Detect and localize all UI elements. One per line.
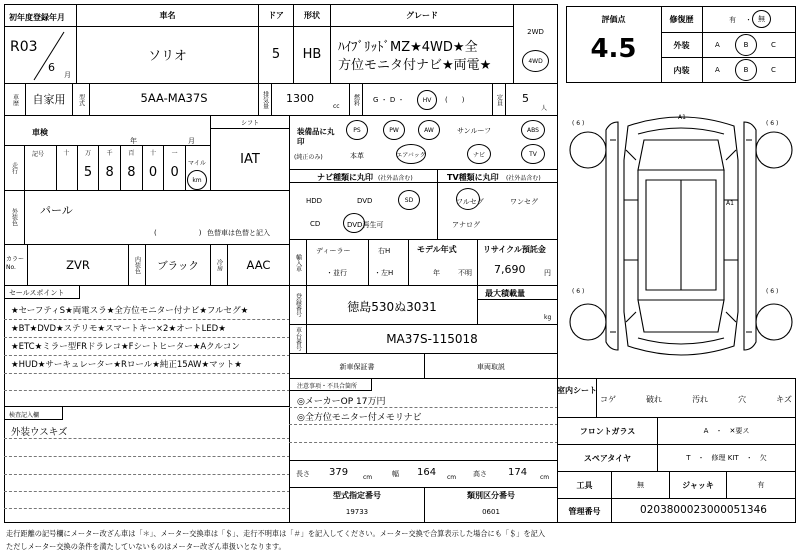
cc-unit: cc: [333, 103, 340, 110]
model-year-label: モデル年式: [417, 245, 457, 254]
import-dealer: ディーラー: [316, 247, 351, 255]
equip-leather: 本革: [350, 152, 364, 160]
usage-label: 車歴: [11, 94, 19, 106]
first-reg-month-unit: 月: [64, 71, 71, 79]
first-reg-month: 6: [48, 61, 55, 74]
interior-color: ブラック: [157, 260, 199, 272]
chassis-value: MA37S-115018: [386, 332, 478, 346]
max-load-label: 最大積載量: [485, 289, 525, 298]
mileage-unit-label: 一: [171, 150, 178, 157]
shape: HB: [302, 47, 322, 62]
color-note-paren: ( ): [154, 229, 202, 237]
mileage-unit-label: 万: [84, 150, 91, 157]
sheet-label: 室内シート: [557, 386, 597, 395]
exterior-b: B: [735, 34, 757, 56]
recycle-value: 7,690: [494, 263, 526, 276]
usage: 自家用: [32, 93, 66, 106]
sales-point-line-3: ★ETC★ミラー型FRドラレコ★Fシートヒーター★Aクルコン: [11, 342, 240, 352]
mileage-mark-label: 記号: [32, 151, 45, 158]
tv-oneseg: ワンセグ: [510, 198, 538, 206]
height-label: 高さ: [473, 470, 487, 478]
color-value: パール: [40, 204, 73, 217]
first-reg-year: R03: [10, 39, 38, 55]
jack-label: ジャッキ: [682, 481, 714, 490]
mileage-digit-cell: [143, 145, 165, 191]
mileage-digit: 0: [148, 165, 158, 180]
sheet-item: 汚れ: [692, 395, 709, 404]
equip-abs: ABS: [521, 120, 545, 140]
admin-label: 管理番号: [568, 507, 601, 516]
navi-hdd: HDD: [306, 197, 323, 205]
equip-ps: PS: [346, 120, 368, 140]
exterior-a: A: [715, 41, 720, 49]
length-value: 379: [329, 467, 349, 478]
tire-mark-rl: ( 6 ): [572, 288, 585, 295]
equip-airbag: エアバック: [396, 144, 426, 164]
notes-line-1: ◎メーカーOP 17万円: [297, 397, 386, 407]
grade-line2: 方位モニタ付ナビ★両電★: [338, 58, 492, 73]
sales-point-line-1: ★セーフティS★両電スラ★全方位モニター付ナビ★フルセグ★: [11, 306, 249, 316]
equip-sunroof: サンルーフ: [457, 127, 492, 135]
mileage-digits: [56, 145, 186, 191]
equip-tv: TV: [521, 144, 545, 164]
import-right-h: 右H: [378, 247, 391, 255]
sales-point-line-4: ★HUD★サーキュレーター★Rロール★純正15AW★マット★: [11, 360, 242, 370]
capacity: 5: [522, 92, 529, 105]
mileage-digit-cell: [99, 145, 121, 191]
inspection-year-unit: 年: [130, 137, 137, 145]
tv-type-note: (社外品含む): [506, 175, 541, 182]
recycle-label: リサイクル預託金: [483, 245, 546, 254]
tv-type-label: TV種類に丸印: [447, 173, 499, 182]
inspector-value: 外装ウスキズ: [11, 427, 68, 438]
mile-label: マイル: [188, 160, 206, 167]
diagram-a1-side: A1: [726, 200, 734, 207]
glass-value: A ・ ✕要ス: [703, 427, 750, 435]
admin-value: 0203800023000051346: [640, 504, 767, 516]
width-unit: cm: [447, 474, 457, 481]
jack-value: 有: [757, 481, 765, 489]
class-label: 類別区分番号: [467, 491, 515, 500]
notes-label: 注意事項・不具合箇所: [297, 383, 358, 390]
grade-label: グレード: [406, 11, 438, 20]
import-label: 輸入車: [294, 254, 302, 272]
tire-mark-rr: ( 6 ): [766, 288, 779, 295]
equip-navi: ナビ: [467, 144, 491, 164]
tire-mark-fr: ( 6 ): [766, 120, 779, 127]
fuel-selected: HV: [417, 90, 437, 110]
tire-mark-fl: ( 6 ): [572, 120, 585, 127]
mileage-unit-label: 千: [106, 150, 113, 157]
navi-dvd: DVD: [357, 197, 373, 205]
tv-fullseg: フルセグ: [456, 198, 484, 206]
spare-value: T ・ 修理 KIT ・ 欠: [686, 454, 767, 462]
interior-label: 内装: [673, 66, 690, 75]
grade-line1: ﾊｲﾌﾞﾘｯﾄﾞMZ★4WD★全: [338, 40, 478, 55]
chassis-label: 車台番号: [294, 327, 302, 351]
fuel-options: G ・ D ・: [373, 96, 405, 104]
interior-b: B: [735, 59, 757, 81]
footer-line-1: 走行距離の記号欄にメーター改ざん車は「＊」、メーター交換車は「＄」、走行不明車は「＃」を記入してください。メーター交換で合算表示した場合にも「＄」を記入: [6, 529, 546, 538]
equip-pw: PW: [383, 120, 405, 140]
color-no-label: カラーNo.: [6, 256, 25, 272]
tv-analog: アナログ: [452, 221, 480, 229]
diagram-a1-top: A1: [678, 114, 686, 121]
tools-value: 無: [637, 481, 644, 489]
fuel-paren: ( ): [445, 96, 465, 104]
model: 5AA-MA37S: [140, 91, 208, 105]
navi-dvd-play: DVD再生可: [347, 221, 384, 229]
drive-4wd: 4WD: [522, 50, 549, 72]
first-reg-label: 初年度登録年月: [9, 13, 65, 22]
new-cert: 新車保証書: [339, 363, 375, 371]
mileage-digit-cell: [121, 145, 143, 191]
car-damage-diagram: [566, 100, 796, 372]
mileage-digit: 8: [105, 165, 114, 180]
type-value: 19733: [345, 508, 369, 516]
interior-c: C: [771, 66, 776, 74]
sheet-items: [600, 394, 792, 405]
glass-label: フロントガラス: [579, 427, 636, 436]
repair-sep: ・: [745, 16, 752, 24]
sales-point-line-2: ★BT★DVD★ステリモ★スマートキー×2★オートLED★: [11, 324, 226, 334]
score-label: 評価点: [601, 15, 626, 24]
ac-value: AAC: [246, 258, 271, 272]
exterior-label: 外装: [673, 41, 690, 50]
color-no: ZVR: [66, 258, 90, 272]
sheet-item: 穴: [738, 395, 747, 404]
inspection-month-unit: 月: [188, 137, 195, 145]
mileage-label: 走行: [10, 162, 18, 174]
spare-label: スペアタイヤ: [583, 454, 632, 463]
fuel-label: 燃料: [352, 94, 360, 106]
interior-a: A: [715, 66, 720, 74]
mileage-digit: 8: [127, 165, 136, 180]
mileage-digit: 0: [170, 165, 179, 180]
navi-sd: SD: [398, 190, 420, 210]
km-label: km: [187, 170, 207, 190]
capacity-unit: 人: [541, 105, 548, 112]
equip-aw: AW: [418, 120, 440, 140]
height-value: 174: [508, 467, 528, 478]
color-note: 色替車は色替と記入: [207, 229, 270, 237]
exterior-c: C: [771, 41, 776, 49]
mileage-unit-label: 百: [128, 150, 135, 157]
color-label: 外装色: [10, 208, 18, 226]
model-label: 型式: [77, 94, 85, 106]
drive-cell: [513, 4, 558, 84]
equipment-sub: (純正のみ): [294, 154, 323, 161]
sheet-item: コゲ: [600, 395, 616, 404]
navi-dvd-play-circle: [343, 213, 365, 233]
length-unit: cm: [363, 474, 373, 481]
inspector-label: 検査記入欄: [9, 412, 40, 419]
car-name-label: 車名: [159, 11, 176, 20]
repair-label: 修復歴: [669, 15, 694, 24]
navi-cd: CD: [310, 220, 321, 228]
shape-label: 形状: [304, 11, 320, 20]
interior-color-label: 内装色: [133, 256, 141, 274]
ac-label: 冷房: [215, 259, 223, 271]
footer-line-2: ただしメーター交換の条件を満たしていないものはメーター改ざん車扱いとなります。: [6, 542, 286, 551]
mileage-digit: 5: [83, 165, 93, 180]
import-parallel: ・並行: [326, 269, 347, 277]
sheet-item: 破れ: [646, 395, 663, 404]
max-load-unit: kg: [544, 314, 552, 321]
inspection-label: 車検: [32, 128, 48, 137]
shift: IAT: [240, 152, 260, 167]
type-label: 型式指定番号: [333, 491, 381, 500]
tools-label: 工具: [576, 481, 593, 490]
mileage-digit-cell: [78, 145, 100, 191]
repair-yes: 有: [729, 16, 736, 24]
repair-no: 無: [752, 10, 771, 28]
sales-points-label: セールスポイント: [9, 289, 65, 297]
score-value: 4.5: [590, 34, 637, 64]
vehicle-manual: 車両取説: [477, 363, 505, 371]
mileage-unit-label: 十: [63, 150, 70, 157]
notes-line-2: ◎全方位モニター付メモリナビ: [297, 413, 422, 423]
mileage-digit-cell: [164, 145, 186, 191]
equipment-label: 装備品に丸印: [297, 127, 335, 146]
displacement-label: 排気量: [261, 91, 269, 109]
shift-label: シフト: [240, 120, 259, 127]
length-label: 長さ: [296, 470, 310, 478]
capacity-label: 定員: [495, 94, 503, 106]
import-left-h: ・左H: [374, 269, 394, 277]
car-name: ソリオ: [148, 49, 187, 64]
door-label: ドア: [268, 11, 284, 20]
height-unit: cm: [540, 474, 550, 481]
drive-2wd: 2WD: [527, 28, 544, 36]
sheet-item: キズ: [776, 395, 792, 404]
mileage-digit-cell: [56, 145, 78, 191]
model-year-unknown: 不明: [458, 269, 472, 277]
navi-type-label: ナビ種類に丸印: [317, 173, 373, 182]
tv-fullseg-circle: [456, 188, 480, 210]
mileage-unit-label: 十: [149, 150, 156, 157]
class-value: 0601: [482, 508, 500, 516]
width-value: 164: [417, 467, 437, 478]
doors: 5: [271, 47, 281, 62]
model-year-unit: 年: [433, 269, 440, 277]
recycle-yen: 円: [544, 269, 551, 277]
displacement: 1300: [286, 92, 314, 105]
registration-label: 登録番号: [294, 293, 302, 317]
registration-value: 徳島530ぬ3031: [347, 300, 437, 314]
width-label: 幅: [392, 470, 399, 478]
navi-type-note: (社外品含む): [378, 175, 413, 182]
